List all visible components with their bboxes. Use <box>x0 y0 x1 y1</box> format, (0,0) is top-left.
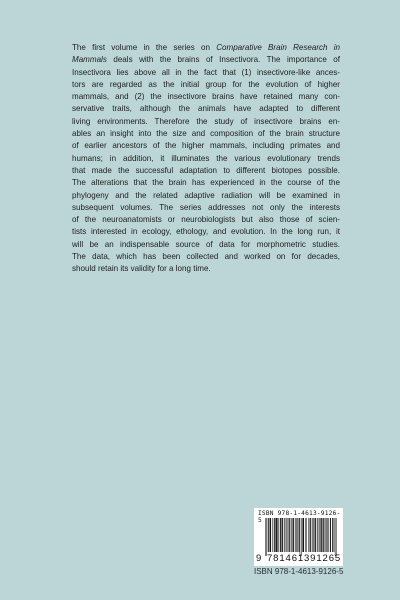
blurb-line <box>72 226 340 238</box>
blurb-line <box>72 103 340 115</box>
blurb-text: of the neuroanatomists or neurobiologists but also those of scien- <box>72 215 340 225</box>
barcode-bar <box>291 518 292 552</box>
barcode-bar <box>296 518 297 552</box>
barcode-bar <box>266 518 267 556</box>
blurb-line <box>72 263 340 275</box>
barcode-bar <box>315 518 316 552</box>
series-title: Comparative Brain Research in <box>216 43 340 52</box>
blurb-text: will be an indispensable source of data for morphometric studies. <box>72 239 340 249</box>
barcode-bar <box>312 518 313 552</box>
barcode-bar <box>317 518 318 552</box>
barcode-bar <box>277 518 278 552</box>
barcode-bar <box>319 518 320 552</box>
blurb-text: Insectivora lies above all in the fact that (1) insectivore-like ances- <box>72 67 340 77</box>
barcode-bar <box>277 518 278 552</box>
blurb-line <box>72 54 340 66</box>
barcode-bar <box>314 518 315 552</box>
barcode-bar <box>306 518 307 552</box>
barcode-bar <box>285 518 286 552</box>
blurb-text: ables an insight into the size and composition of the brain structure <box>72 129 340 139</box>
barcode-bar <box>318 518 319 552</box>
barcode-bar <box>299 518 300 552</box>
barcode-bar <box>301 518 302 556</box>
barcode-bar <box>320 518 321 552</box>
barcode-bar <box>289 518 290 552</box>
blurb-line <box>72 202 340 214</box>
barcode-bar <box>321 518 322 552</box>
barcode-bar <box>281 518 282 552</box>
blurb-text: deals with the brains of Insectivora. The importance of <box>106 55 340 65</box>
barcode-bar <box>278 518 279 552</box>
barcode-left-digits: 781461 <box>267 553 305 564</box>
blurb-line <box>72 251 340 263</box>
barcode-bar <box>280 518 281 552</box>
barcode-bar <box>275 518 276 552</box>
blurb-text: humans; in addition, it illuminates the various evolutionary trends <box>72 153 340 163</box>
barcode-isbn-label: ISBN 978-1-4613-9126-5 <box>258 510 341 524</box>
blurb-line <box>72 214 340 226</box>
barcode-bar <box>302 518 303 552</box>
barcode-bar <box>282 518 283 552</box>
blurb-line <box>72 239 340 251</box>
barcode-bar <box>294 518 295 552</box>
barcode-bar <box>335 518 336 556</box>
barcode-bar <box>295 518 296 552</box>
barcode-bar <box>330 518 331 552</box>
barcode-bar <box>274 518 275 552</box>
barcode-bar <box>327 518 328 552</box>
barcode-bar <box>313 518 314 552</box>
barcode-bar <box>311 518 312 552</box>
barcode-bar <box>280 518 281 552</box>
barcode-bar <box>324 518 325 552</box>
blurb-text: subsequent volumes. The series addresses not only the interests <box>72 202 340 212</box>
barcode-bar <box>299 518 300 552</box>
barcode-bar <box>288 518 289 552</box>
barcode-bar <box>332 518 333 552</box>
barcode-bar <box>292 518 293 552</box>
back-cover-blurb <box>72 42 340 276</box>
blurb-line <box>72 67 340 79</box>
barcode-bar <box>333 518 334 552</box>
barcode-bar <box>308 518 309 552</box>
barcode-bar <box>322 518 323 552</box>
barcode-bar <box>272 518 273 552</box>
blurb-line <box>72 79 340 91</box>
barcode-bar <box>336 518 337 556</box>
barcode-bar <box>290 518 291 552</box>
barcode-bar <box>284 518 285 552</box>
barcode-bar <box>323 518 324 552</box>
barcode-bar <box>328 518 329 552</box>
barcode-bar <box>316 518 317 552</box>
barcode-bar <box>286 518 287 552</box>
blurb-text: that made the successful adaptation to different biotopes possible. <box>72 165 340 175</box>
blurb-text: The first volume in the series on <box>72 43 217 52</box>
barcode-bar <box>265 518 266 556</box>
blurb-line <box>72 177 340 189</box>
blurb-line <box>72 165 340 177</box>
barcode-bar <box>269 518 270 552</box>
blurb-line <box>72 116 340 128</box>
barcode-bar <box>293 518 294 552</box>
isbn-barcode <box>254 508 343 566</box>
barcode-bar <box>305 518 306 552</box>
barcode-bar <box>268 518 269 552</box>
barcode-bar <box>303 518 304 552</box>
blurb-text: mammals, and (2) the insectivore brains have retained many con- <box>72 92 340 102</box>
blurb-text: servative traits, although the animals have adapted to different <box>72 104 340 114</box>
barcode-bar <box>271 518 272 552</box>
barcode-bar <box>276 518 277 552</box>
blurb-text: of earlier ancestors of the higher mammals, including primates and <box>72 141 340 151</box>
blurb-line <box>72 42 340 54</box>
barcode-right-digits: 391265 <box>304 553 342 564</box>
barcode-bar <box>323 518 324 552</box>
blurb-text: should retain its validity for a long time. <box>72 264 211 274</box>
barcode-bar <box>283 518 284 552</box>
barcode-bar <box>304 518 305 552</box>
barcode-bar <box>297 518 298 552</box>
blurb-line <box>72 140 340 152</box>
series-title: Mammals <box>72 55 107 65</box>
blurb-text: phylogeny and the related adaptive radiation will be examined in <box>72 190 340 200</box>
barcode-bar <box>274 518 275 552</box>
blurb-line <box>72 190 340 202</box>
barcode-bar <box>326 518 327 552</box>
blurb-text: tors are regarded as the initial group for the evolution of higher <box>72 79 340 89</box>
blurb-text: The data, which has been collected and worked on for decades, <box>72 252 340 262</box>
blurb-text: living environments. Therefore the study of insectivore brains en- <box>72 116 340 126</box>
isbn-number: ISBN 978-1-4613-9126-5 <box>254 567 344 576</box>
barcode-bar <box>268 518 269 552</box>
blurb-line <box>72 128 340 140</box>
barcode-bar <box>310 518 311 552</box>
barcode-first-digit: 9 <box>256 553 262 564</box>
barcode-bar <box>326 518 327 552</box>
barcode-bar <box>330 518 331 552</box>
barcode-bar <box>310 518 311 552</box>
barcode-bar <box>289 518 290 552</box>
blurb-line <box>72 153 340 165</box>
blurb-text: The alterations that the brain has experienced in the course of the <box>72 178 340 188</box>
blurb-text: tists interested in ecology, ethology, and evolution. In the long run, it <box>72 227 340 237</box>
barcode-bar <box>270 518 271 552</box>
blurb-line <box>72 91 340 103</box>
barcode-bar <box>300 518 301 556</box>
barcode-bar <box>334 518 335 552</box>
